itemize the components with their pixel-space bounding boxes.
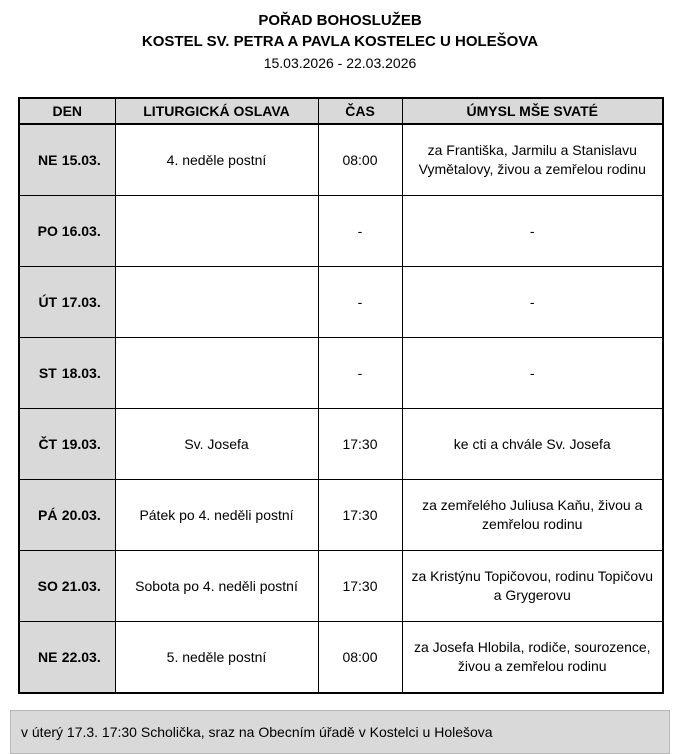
day-cell — [19, 124, 115, 196]
time-cell: 08:00 — [318, 124, 402, 196]
column-header-intention: ÚMYSL MŠE SVATÉ — [402, 98, 663, 124]
day-cell — [19, 480, 115, 551]
table-header-row — [19, 98, 663, 124]
day-cell — [19, 267, 115, 338]
day-abbr: PÁ — [38, 506, 58, 523]
day-cell — [19, 551, 115, 622]
time-cell: 17:30 — [318, 551, 402, 622]
day-cell — [19, 622, 115, 694]
time-cell: - — [318, 338, 402, 409]
day-date: 21.03. — [61, 577, 101, 594]
day-date: 20.03. — [61, 506, 101, 523]
intention-cell: - — [402, 338, 663, 409]
day-abbr: PO — [37, 222, 58, 239]
title-block — [0, 0, 680, 71]
page-title: POŘAD BOHOSLUŽEB — [258, 12, 422, 29]
table-row — [19, 622, 663, 694]
time-cell: - — [318, 196, 402, 267]
intention-cell: - — [402, 196, 663, 267]
day-abbr: ÚT — [38, 293, 58, 310]
celebration-cell: 5. neděle postní — [115, 622, 318, 694]
celebration-cell: Sv. Josefa — [115, 409, 318, 480]
footer-note-text: v úterý 17.3. 17:30 Scholička, sraz na Obecním úřadě v Kostelci u Holešova — [21, 724, 493, 740]
column-header-day: DEN — [19, 98, 115, 124]
celebration-cell: Pátek po 4. neděli postní — [115, 480, 318, 551]
day-abbr: NE — [38, 151, 58, 168]
time-cell: 17:30 — [318, 409, 402, 480]
table-row — [19, 124, 663, 196]
day-abbr: NE — [38, 648, 58, 665]
intention-cell: ke cti a chvále Sv. Josefa — [402, 409, 663, 480]
intention-cell: za Františka, Jarmilu a Stanislavu Vymětalovy, živou a zemřelou rodinu — [402, 124, 663, 196]
day-abbr: ST — [38, 364, 57, 381]
day-abbr: ČT — [38, 435, 58, 452]
time-cell: 08:00 — [318, 622, 402, 694]
day-date: 22.03. — [61, 648, 101, 665]
schedule-table — [18, 97, 664, 694]
schedule-table-body — [19, 124, 663, 693]
intention-cell: za Kristýnu Topičovou, rodinu Topičovu a Grygerovu — [402, 551, 663, 622]
day-date: 18.03. — [61, 364, 101, 381]
day-date: 16.03. — [61, 222, 101, 239]
celebration-cell: 4. neděle postní — [115, 124, 318, 196]
page-subtitle: KOSTEL SV. PETRA A PAVLA KOSTELEC U HOLEŠOVA — [141, 33, 539, 50]
schedule-table-wrap — [18, 97, 662, 694]
celebration-cell — [115, 338, 318, 409]
day-cell — [19, 196, 115, 267]
table-row — [19, 551, 663, 622]
celebration-cell — [115, 267, 318, 338]
celebration-cell: Sobota po 4. neděli postní — [115, 551, 318, 622]
time-cell: - — [318, 267, 402, 338]
column-header-celebration: LITURGICKÁ OSLAVA — [115, 98, 318, 124]
table-row — [19, 196, 663, 267]
intention-cell: za Josefa Hlobila, rodiče, sourozence, živou a zemřelou rodinu — [402, 622, 663, 694]
footer-note — [10, 710, 670, 754]
intention-cell: za zemřelého Juliusa Kaňu, živou a zemřelou rodinu — [402, 480, 663, 551]
date-range: 15.03.2026 - 22.03.2026 — [263, 55, 417, 71]
table-row — [19, 409, 663, 480]
table-row — [19, 267, 663, 338]
day-abbr: SO — [37, 577, 58, 594]
table-row — [19, 480, 663, 551]
day-date: 19.03. — [61, 435, 101, 452]
day-cell — [19, 409, 115, 480]
column-header-time: ČAS — [318, 98, 402, 124]
celebration-cell — [115, 196, 318, 267]
day-date: 15.03. — [61, 151, 101, 168]
intention-cell: - — [402, 267, 663, 338]
day-date: 17.03. — [61, 293, 101, 310]
day-cell — [19, 338, 115, 409]
table-row — [19, 338, 663, 409]
time-cell: 17:30 — [318, 480, 402, 551]
